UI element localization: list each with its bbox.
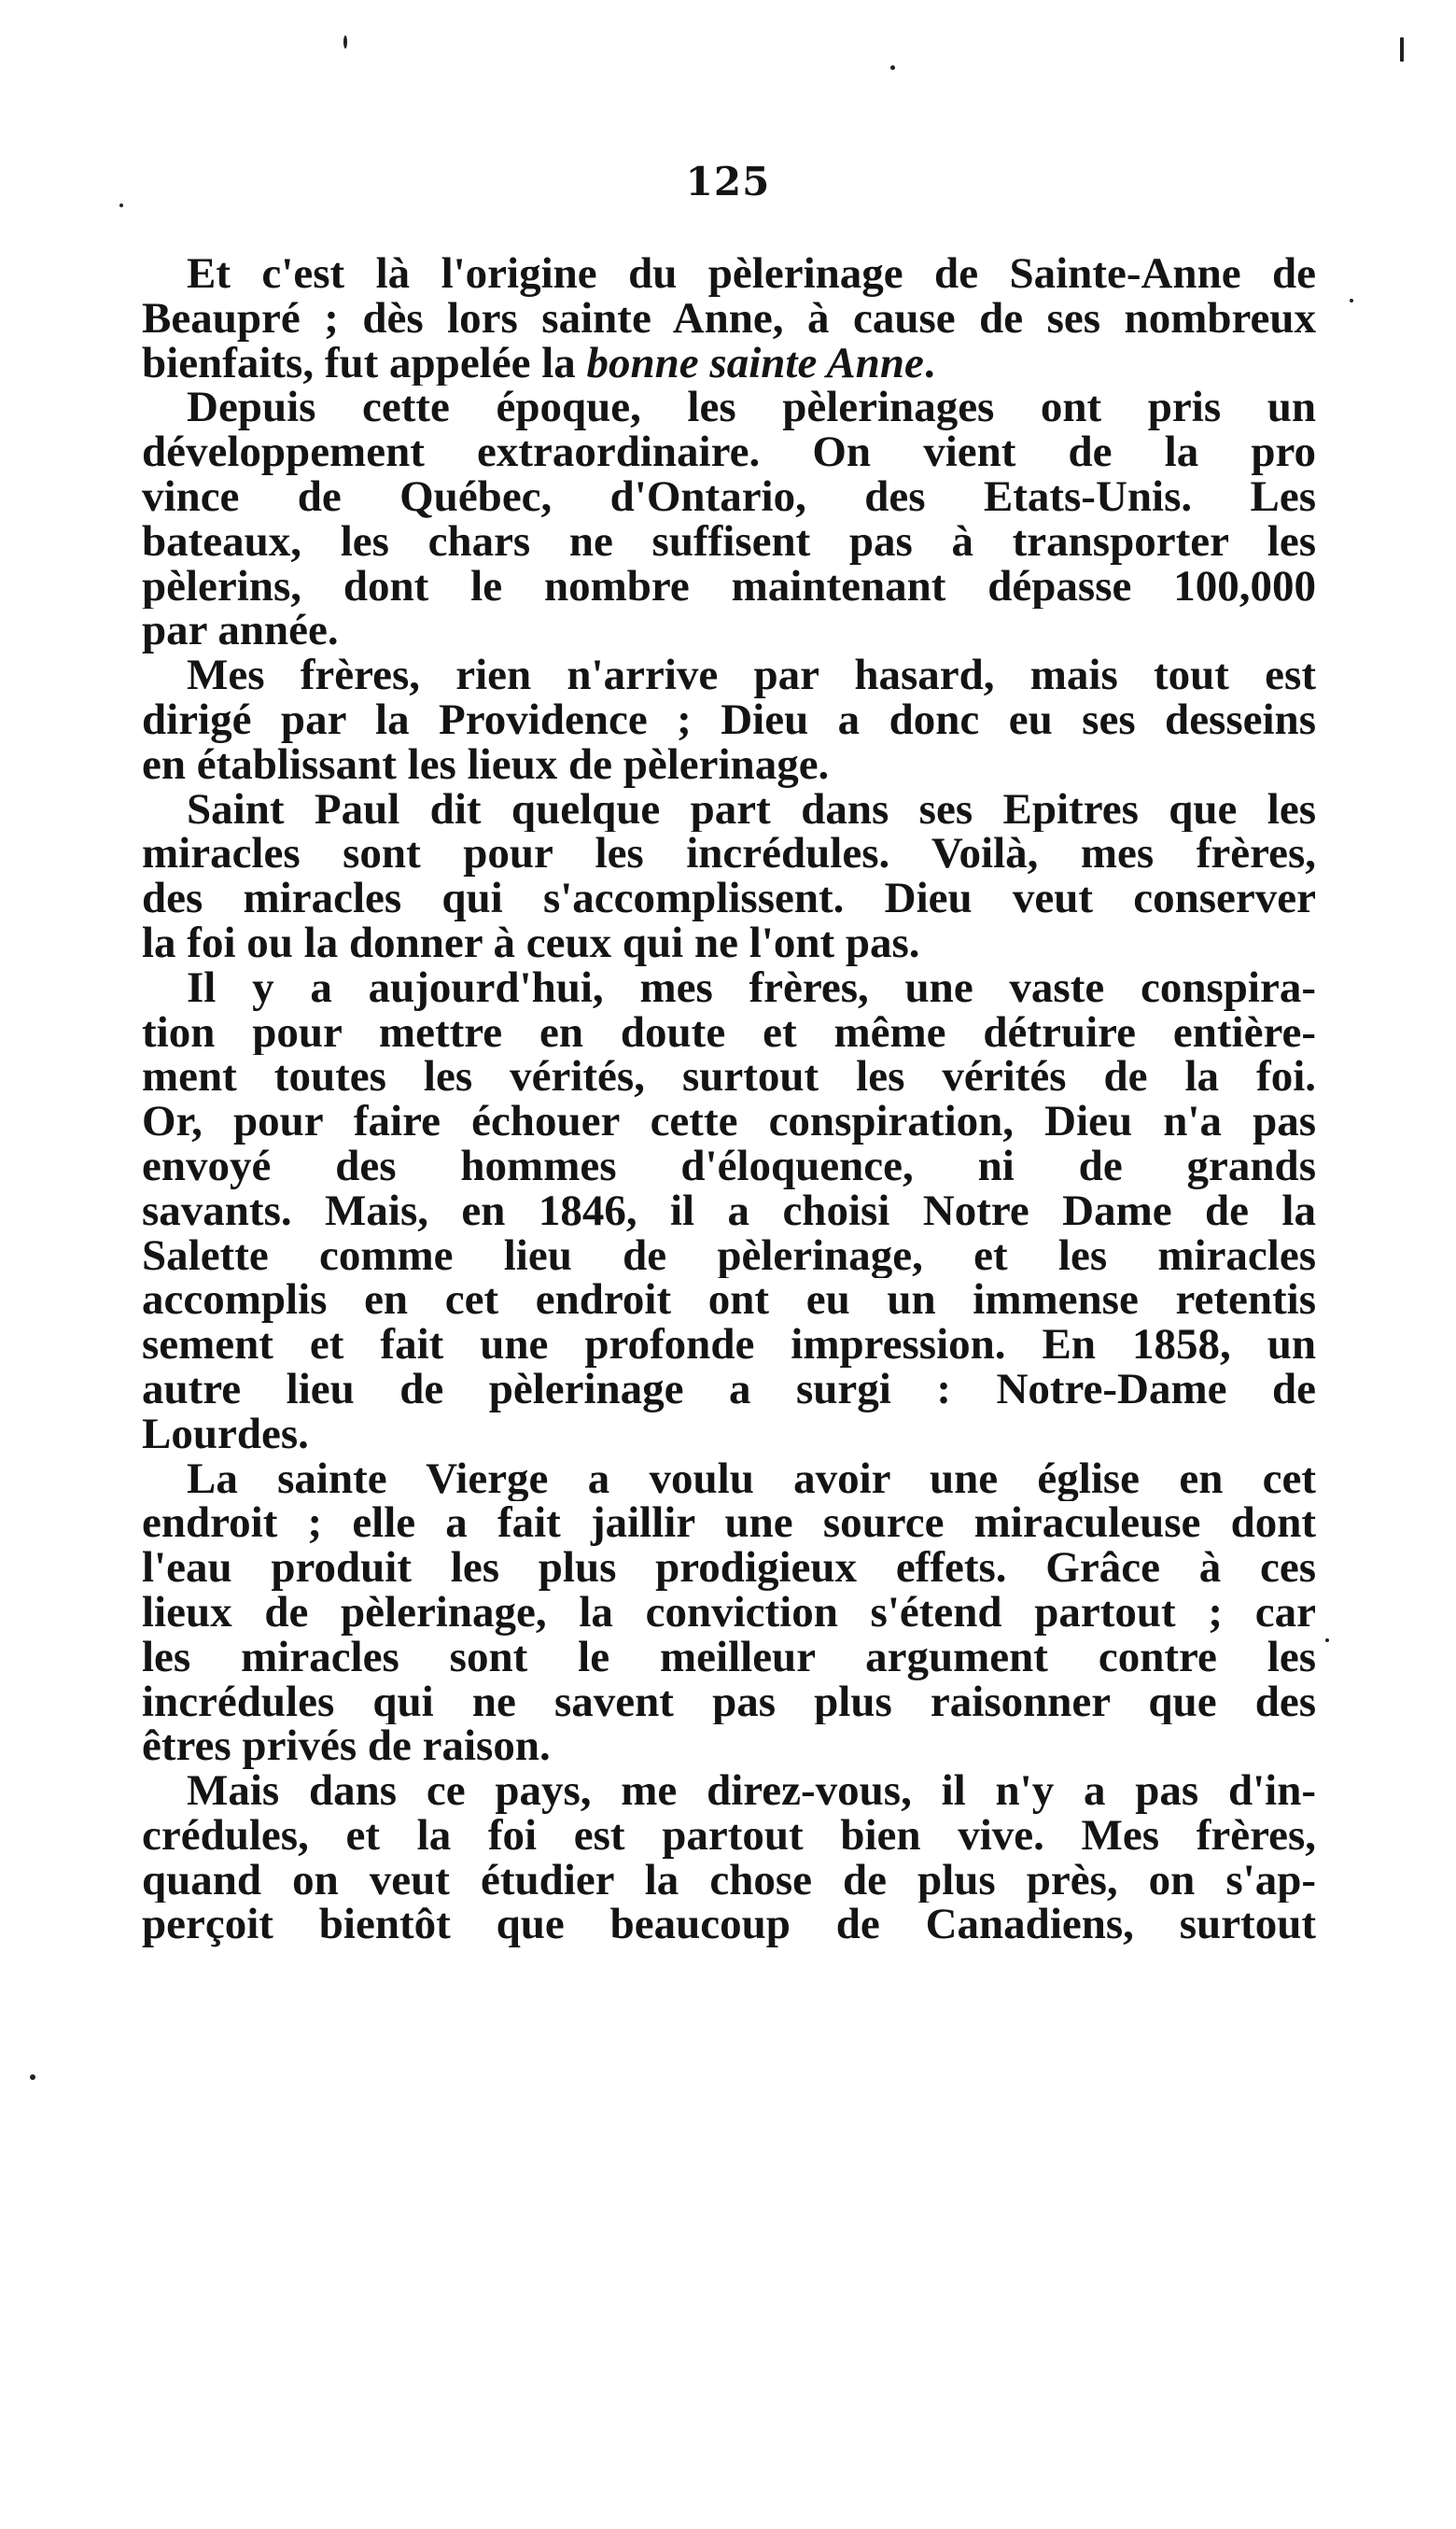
text-line: savants. Mais, en 1846, il a choisi Notre Dame de la <box>142 1188 1316 1234</box>
text-line: sement et fait une profonde impression. En 1858, un <box>142 1323 1316 1368</box>
body-text <box>142 252 1316 1947</box>
scan-speck <box>343 35 347 49</box>
text-line: ment toutes les vérités, surtout les vérités de la foi. <box>142 1055 1316 1101</box>
text-line: Mes frères, rien n'arrive par hasard, mais tout est <box>187 653 1316 698</box>
text-line: endroit ; elle a fait jaillir une source miraculeuse dont <box>142 1501 1316 1547</box>
text-line: envoyé des hommes d'éloquence, ni de grands <box>142 1144 1316 1189</box>
text-line: les miracles sont le meilleur argument contre les <box>142 1635 1316 1680</box>
text-line: accomplis en cet endroit ont eu un immense retentis <box>142 1278 1316 1324</box>
text-line: Mais dans ce pays, me direz-vous, il n'y a pas d'in- <box>187 1769 1316 1814</box>
scan-speck <box>890 65 895 70</box>
scan-speck <box>1400 37 1404 62</box>
page-number: 125 <box>685 159 771 204</box>
text-line: dirigé par la Providence ; Dieu a donc eu ses desseins <box>142 697 1316 743</box>
text-line: développement extraordinaire. On vient de la pro <box>142 430 1316 475</box>
text-line: vince de Québec, d'Ontario, des Etats-Unis. Les <box>142 474 1316 520</box>
text-line: Il y a aujourd'hui, mes frères, une vaste conspira- <box>187 965 1316 1011</box>
text-segment: Beaupré ; dès lors sainte Anne, à cause de ses nombreux <box>142 296 1316 342</box>
text-line: lieux de pèlerinage, la conviction s'étend partout ; car <box>142 1590 1316 1636</box>
text-line: Salette comme lieu de pèlerinage, et les miracles <box>142 1233 1316 1279</box>
italic-text: bonne sainte Anne <box>586 341 924 386</box>
text-line: crédules, et la foi est partout bien vive. Mes frères, <box>142 1813 1316 1859</box>
text-line: autre lieu de pèlerinage a surgi : Notre-Dame de <box>142 1367 1316 1412</box>
text-line: perçoit bientôt que beaucoup de Canadiens, surtout <box>142 1903 1316 1948</box>
text-line: la foi ou la donner à ceux qui ne l'ont pas. <box>142 920 920 966</box>
text-line: Lourdes. <box>142 1412 309 1457</box>
text-line: Or, pour faire échouer cette conspiration, Dieu n'a pas <box>142 1100 1316 1145</box>
text-line: en établissant les lieux de pèlerinage. <box>142 742 830 788</box>
text-line: quand on veut étudier la chose de plus près, on s'ap- <box>142 1858 1316 1904</box>
text-line: l'eau produit les plus prodigieux effets. Grâce à ces <box>142 1546 1316 1591</box>
text-line: par année. <box>142 609 339 654</box>
scan-speck <box>119 204 123 207</box>
text-line: incrédules qui ne savent pas plus raisonner que des <box>142 1679 1316 1725</box>
text-line: Et c'est là l'origine du pèlerinage de Sainte-Anne de <box>187 252 1316 297</box>
scan-speck <box>1350 299 1353 302</box>
text-segment: bienfaits, fut appelée la <box>142 341 587 386</box>
text-line: bateaux, les chars ne suffisent pas à transporter les <box>142 519 1316 565</box>
text-line: des miracles qui s'accomplissent. Dieu veut conserver <box>142 877 1316 921</box>
text-line: miracles sont pour les incrédules. Voilà, mes frères, <box>142 832 1316 878</box>
text-line: pèlerins, dont le nombre maintenant dépasse 100,000 <box>142 564 1316 610</box>
scan-speck <box>30 2074 35 2080</box>
text-line: tion pour mettre en doute et même détruire entière- <box>142 1010 1316 1056</box>
text-line: êtres privés de raison. <box>142 1724 551 1770</box>
text-line <box>142 342 1316 386</box>
text-line: Depuis cette époque, les pèlerinages ont pris un <box>187 386 1316 431</box>
text-line: Saint Paul dit quelque part dans ses Epitres que les <box>187 787 1316 833</box>
scan-speck <box>1325 1638 1329 1642</box>
text-line: La sainte Vierge a voulu avoir une église en cet <box>187 1456 1316 1502</box>
text-segment: . <box>923 341 935 386</box>
text-line <box>142 297 1316 342</box>
